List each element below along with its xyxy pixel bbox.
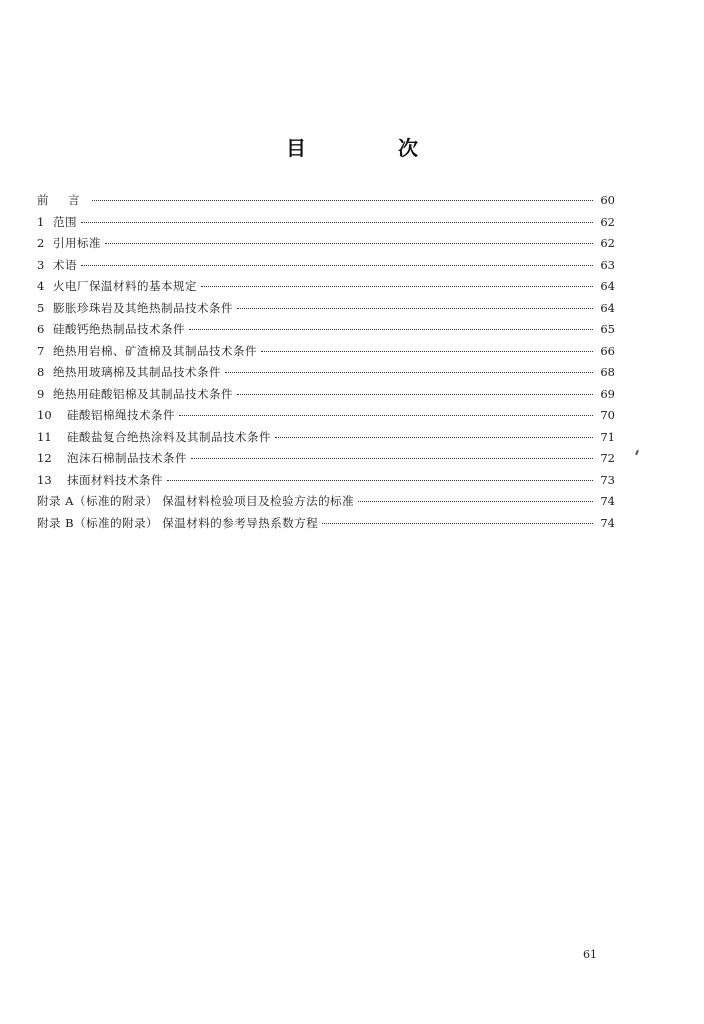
toc-entry-title: 前 言 [37, 193, 88, 207]
toc-leader-dots [189, 328, 593, 330]
toc-entry-number: 5 [37, 300, 45, 315]
toc-entry-appendix-b[interactable] [37, 513, 615, 535]
title-char-2: 次 [398, 136, 418, 160]
toc-entry-title: 火电厂保温材料的基本规定 [53, 279, 197, 293]
toc-entry-5[interactable] [37, 298, 615, 320]
page-title [0, 132, 704, 161]
toc-entry-number: 2 [37, 236, 45, 250]
toc-leader-dots [275, 436, 593, 438]
toc-leader-dots [237, 393, 593, 395]
toc-entry-page: 72 [600, 451, 615, 465]
toc-entry-page: 68 [600, 365, 615, 379]
toc-entry-8[interactable] [37, 362, 615, 384]
toc-entry-title: 硅酸盐复合绝热涂料及其制品技术条件 [67, 429, 271, 444]
toc-entry-title: 范围 [53, 214, 77, 229]
toc-leader-dots [358, 500, 593, 502]
toc-entry-number: 10 [37, 408, 52, 422]
toc-entry-9[interactable] [37, 384, 615, 406]
toc-entry-number: 1 [37, 214, 45, 229]
toc-leader-dots [191, 457, 593, 459]
toc-entry-6[interactable] [37, 319, 615, 341]
toc-leader-dots [92, 199, 593, 201]
toc-entry-page: 71 [600, 429, 615, 444]
toc-entry-title: 膨胀珍珠岩及其绝热制品技术条件 [53, 300, 233, 315]
toc-entry-number: 8 [37, 365, 45, 379]
toc-entry-page: 65 [600, 322, 615, 336]
toc-entry-number: 11 [37, 429, 52, 444]
toc-entry-title: 引用标准 [53, 236, 101, 250]
toc-entry-number: 3 [37, 257, 45, 272]
toc-entry-page: 74 [600, 515, 615, 530]
toc-entry-page: 62 [600, 236, 615, 250]
toc-entry-page: 62 [600, 214, 615, 229]
toc-entry-title: 附录 B（标准的附录） 保温材料的参考导热系数方程 [37, 515, 319, 530]
toc-leader-dots [81, 221, 593, 223]
toc-entry-page: 66 [600, 343, 615, 358]
toc-entry-title: 绝热用岩棉、矿渣棉及其制品技术条件 [53, 343, 257, 358]
toc-entry-page: 69 [600, 386, 615, 401]
toc-entry-title: 硅酸铝棉绳技术条件 [67, 408, 175, 422]
toc-entry-appendix-a[interactable] [37, 491, 615, 513]
toc-entry-foreword[interactable] [37, 190, 615, 212]
toc-entry-title: 绝热用玻璃棉及其制品技术条件 [53, 365, 221, 379]
toc-entry-number: 12 [37, 451, 52, 465]
toc-leader-dots [167, 479, 593, 481]
toc-entry-title: 绝热用硅酸铝棉及其制品技术条件 [53, 386, 233, 401]
toc-entry-page: 63 [600, 257, 615, 272]
toc-leader-dots [261, 350, 593, 352]
toc-entry-3[interactable] [37, 255, 615, 277]
toc-entry-title: 硅酸钙绝热制品技术条件 [53, 322, 185, 336]
toc-entry-number: 7 [37, 343, 45, 358]
toc-leader-dots [237, 307, 593, 309]
toc-entry-page: 70 [600, 408, 615, 422]
toc-entry-4[interactable] [37, 276, 615, 298]
toc-entry-page: 73 [600, 472, 615, 487]
toc-entry-number: 13 [37, 472, 52, 487]
toc-entry-12[interactable] [37, 448, 615, 470]
toc-entry-1[interactable] [37, 212, 615, 234]
toc-entry-title: 泡沫石棉制品技术条件 [67, 451, 187, 465]
toc-entry-page: 74 [600, 494, 615, 508]
toc-leader-dots [105, 242, 593, 244]
toc-entry-11[interactable] [37, 427, 615, 449]
toc-entry-number: 4 [37, 279, 45, 293]
toc-entry-10[interactable] [37, 405, 615, 427]
toc-leader-dots [81, 264, 593, 266]
toc-entry-page: 60 [600, 193, 615, 207]
footer-page-number: 61 [583, 948, 597, 961]
toc-entry-number: 6 [37, 322, 45, 336]
toc-entry-7[interactable] [37, 341, 615, 363]
toc-entry-number: 9 [37, 386, 45, 401]
toc-leader-dots [179, 414, 593, 416]
table-of-contents [37, 190, 615, 534]
toc-leader-dots [225, 371, 593, 373]
scan-speck [635, 450, 639, 455]
toc-entry-page: 64 [600, 279, 615, 293]
toc-leader-dots [322, 522, 593, 524]
title-char-1: 目 [286, 136, 306, 160]
toc-entry-title: 附录 A（标准的附录） 保温材料检验项目及检验方法的标准 [37, 494, 355, 508]
toc-entry-13[interactable] [37, 470, 615, 492]
toc-entry-title: 术语 [53, 257, 77, 272]
toc-entry-2[interactable] [37, 233, 615, 255]
toc-entry-title: 抹面材料技术条件 [67, 472, 163, 487]
toc-entry-page: 64 [600, 300, 615, 315]
toc-leader-dots [201, 285, 593, 287]
